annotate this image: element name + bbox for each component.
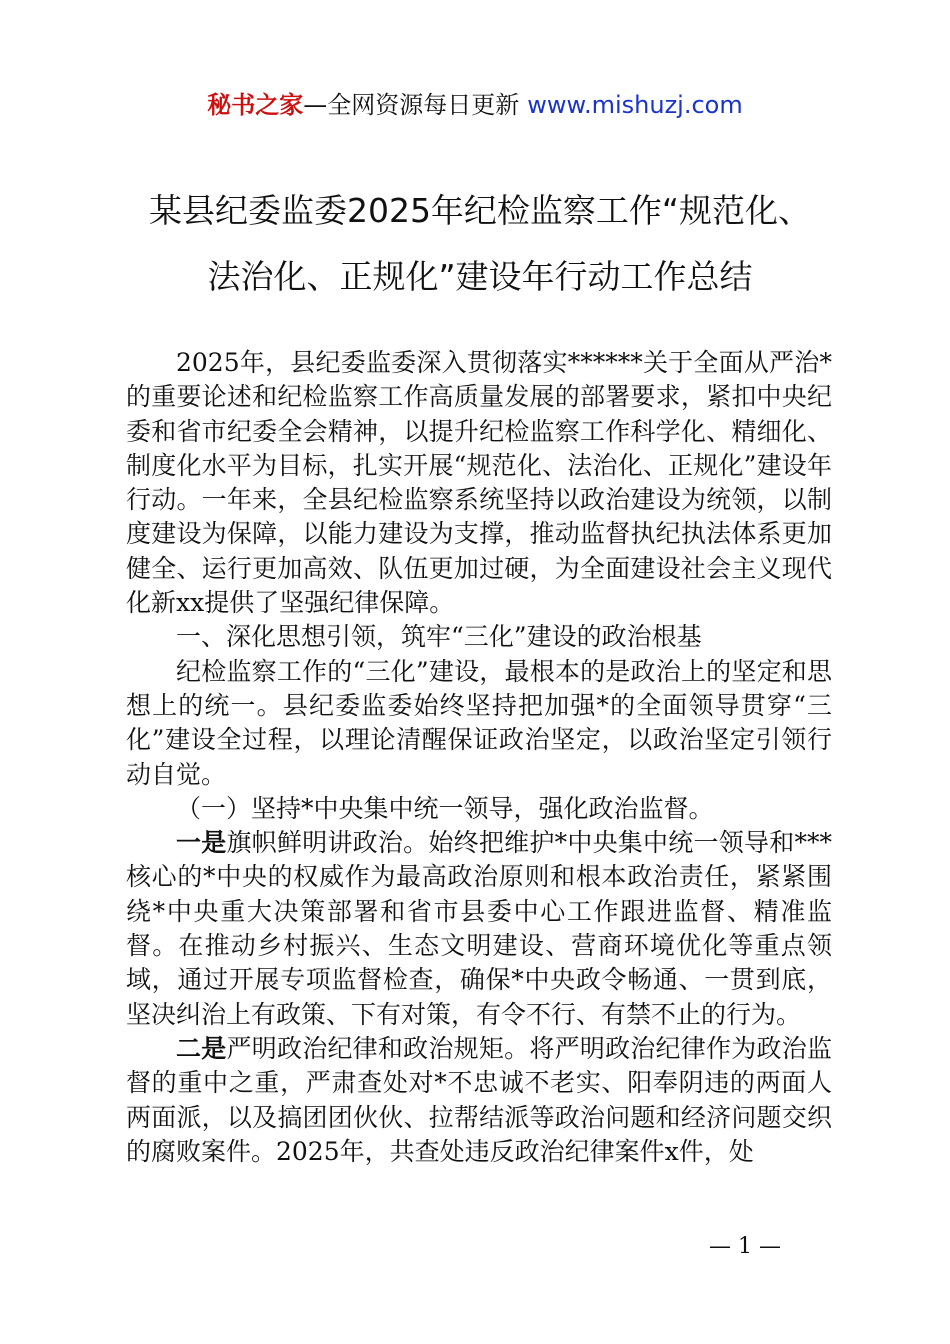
title-line-2: 法治化、正规化”建设年行动工作总结	[207, 257, 753, 296]
paragraph-intro: 2025年，县纪委监委深入贯彻落实******关于全面从严治*的重要论述和纪检监察工作高质量发展的部署要求，紧扣中央纪委和省市纪委全会精神，以提升纪检监察工作科学化、精细化、制度化水平为目标，扎实开展“规范化、法治化、正规化”建设年行动。一年来，全县纪检监察系统坚持以政治建设为统领，以制度建设为保障，以能力建设为支撑，推动监督执纪执法体系更加健全、运行更加高效、队伍更加过硬，为全面建设社会主义现代化新xx提供了坚强纪律保障。	[126, 348, 832, 618]
paragraph-section-1: 纪检监察工作的“三化”建设，最根本的是政治上的坚定和思想上的统一。县纪委监委始终坚持把加强*的全面领导贯穿“三化”建设全过程，以理论清醒保证政治坚定，以政治坚定引领行动自觉。	[126, 656, 832, 789]
section-heading-1: 一、深化思想引领，筑牢“三化”建设的政治根基	[176, 622, 702, 652]
document-body	[126, 346, 832, 1169]
title-line-1: 某县纪委监委2025年纪检监察工作“规范化、	[148, 191, 812, 230]
banner-separator: —	[303, 91, 328, 119]
point-1-lead: 一是	[176, 828, 227, 858]
point-2-lead: 二是	[176, 1033, 227, 1063]
paragraph-point-2	[126, 1032, 832, 1169]
page-number: — 1 —	[709, 1234, 781, 1259]
point-2-text: 严明政治纪律和政治规矩。将严明政治纪律作为政治监督的重中之重，严肃查处对*不忠诚不老实、阳奉阴违的两面人两面派，以及搞团团伙伙、拉帮结派等政治问题和经济问题交织的腐败案件。2025年，共查处违反政治纪律案件x件，处	[126, 1033, 832, 1166]
banner-url-link[interactable]: www.mishuzj.com	[527, 91, 743, 119]
subsection-heading-1: （一）坚持*中央集中统一领导，强化政治监督。	[176, 793, 714, 823]
banner-slogan: 全网资源每日更新	[327, 91, 520, 119]
site-banner	[0, 88, 950, 122]
document-title	[120, 178, 840, 310]
paragraph-point-1	[126, 826, 832, 1032]
banner-brand: 秘书之家	[207, 91, 304, 119]
point-1-text: 旗帜鲜明讲政治。始终把维护*中央集中统一领导和***核心的*中央的权威作为最高政治原则和根本政治责任，紧紧围绕*中央重大决策部署和省市县委中心工作跟进监督、精准监督。在推动乡村振兴、生态文明建设、营商环境优化等重点领域，通过开展专项监督检查，确保*中央政令畅通、一贯到底，坚决纠治上有政策、下有对策，有令不行、有禁不止的行为。	[126, 828, 832, 1029]
